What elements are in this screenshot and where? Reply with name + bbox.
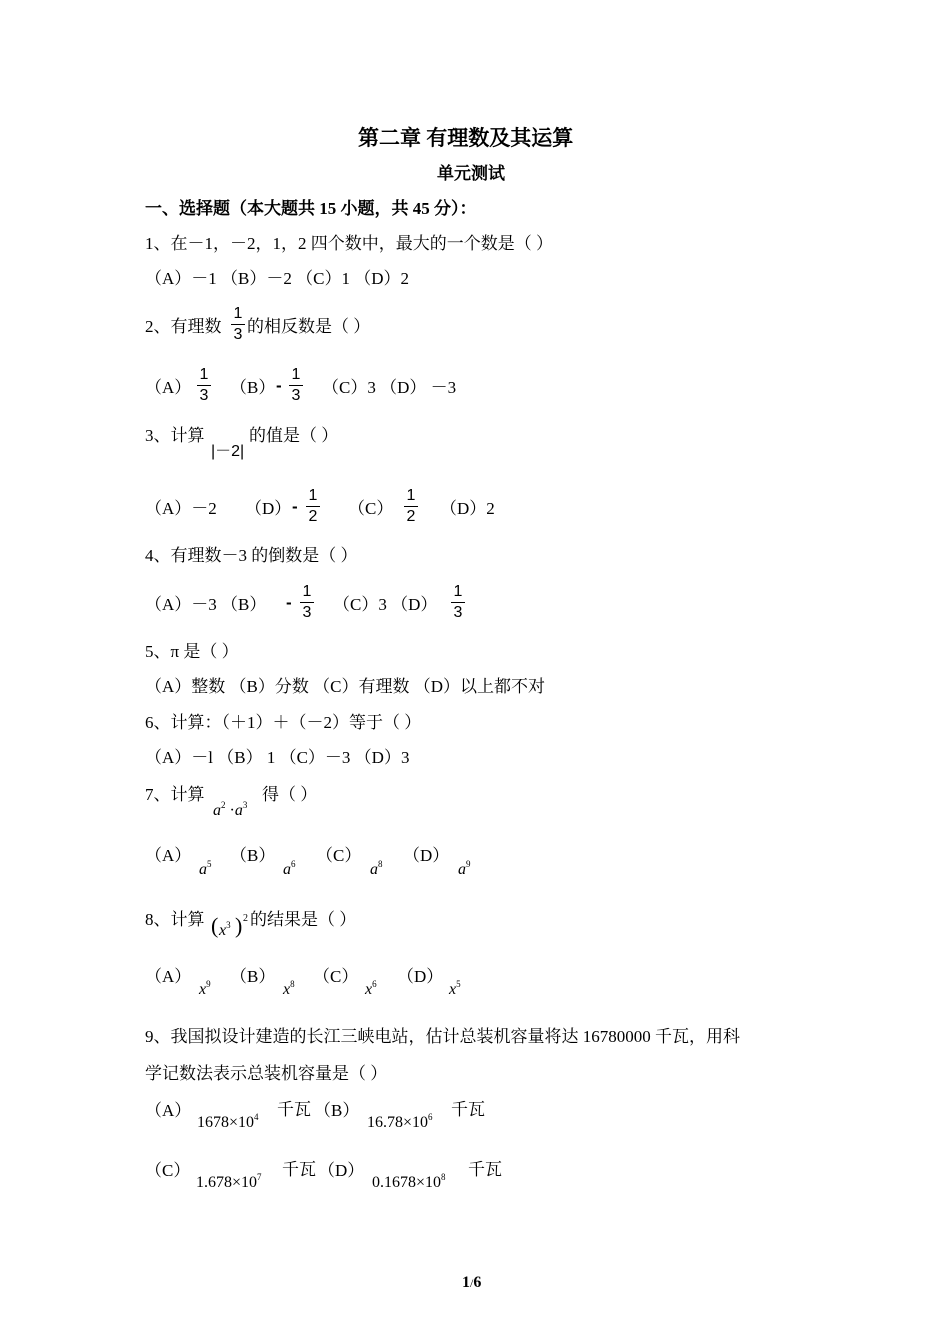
q3-option-d: （D）2	[440, 499, 495, 518]
q8-option-a-expr	[199, 979, 211, 999]
q9-stem-line2: 学记数法表示总装机容量是（ ）	[145, 1064, 388, 1083]
fraction-denominator: 3	[302, 604, 312, 621]
q2-option-a-fraction	[197, 366, 211, 405]
exponent: 6	[428, 1112, 433, 1122]
fraction-numerator: 1	[291, 366, 301, 383]
q8-option-c-expr	[365, 979, 377, 999]
q7-option-b-label: （B）	[230, 846, 276, 865]
fraction-denominator: 3	[291, 387, 301, 404]
q1-options: （A）－1 （B）－2 （C）1 （D）2	[145, 269, 409, 288]
q3-stem-post: 的值是（ ）	[249, 426, 339, 445]
power-base: a	[458, 861, 466, 878]
fraction-numerator: 1	[233, 305, 243, 322]
q4-options-a-b: （A）－3 （B）	[145, 595, 267, 614]
q9-option-c-expr	[196, 1172, 262, 1192]
fraction-numerator: 1	[453, 583, 463, 600]
q9-option-a-label: （A）	[145, 1101, 192, 1120]
q3-abs-expression: |－2|	[211, 443, 245, 460]
fraction-numerator: 1	[199, 366, 209, 383]
current-page: 1	[462, 1274, 470, 1291]
q2-stem-fraction	[231, 305, 245, 344]
power-exponent: 3	[242, 800, 248, 810]
power-exponent: 8	[290, 979, 295, 989]
fraction-numerator: 1	[302, 583, 312, 600]
page-title: 第二章 有理数及其运算	[358, 126, 574, 150]
q3-option-c-fraction	[404, 487, 418, 526]
power-base: x	[283, 981, 291, 998]
power-base: x	[199, 981, 207, 998]
power-base: x	[449, 981, 457, 998]
q5-stem: 5、π 是（ ）	[145, 642, 239, 661]
q2-stem-post: 的相反数是（ ）	[247, 317, 371, 336]
page-subtitle: 单元测试	[437, 164, 505, 183]
fraction-bar	[404, 506, 418, 507]
q8-option-c-label: （C）	[313, 967, 359, 986]
q1-stem: 1、在－1，－2，1，2 四个数中，最大的一个数是（ ）	[145, 234, 553, 253]
q9-option-d-expr	[372, 1172, 446, 1192]
q8-option-d-label: （D）	[397, 967, 444, 986]
power-base: x	[219, 922, 227, 939]
q8-option-d-expr	[449, 979, 461, 999]
q4-option-d-fraction	[451, 583, 465, 622]
q2-option-a-label: （A）	[145, 378, 192, 397]
multiplication-dot: ·	[229, 802, 235, 819]
q3-stem-pre: 3、计算	[145, 426, 205, 445]
power-base: x	[365, 981, 373, 998]
q3-option-c-label: （C）	[348, 499, 394, 518]
q9-option-b-label: （B）	[314, 1101, 360, 1120]
fraction-bar	[289, 385, 303, 386]
fraction-denominator: 3	[199, 387, 209, 404]
mantissa: 16.78×10	[367, 1114, 429, 1131]
q2-option-b-label: （B）	[230, 378, 276, 397]
power-exponent: 9	[466, 859, 471, 869]
fraction-denominator: 3	[453, 604, 463, 621]
q9-stem-line1: 9、我国拟设计建造的长江三峡电站，估计总装机容量将达 16780000 千瓦，用科	[145, 1027, 740, 1046]
q7-option-d-expr	[458, 859, 471, 879]
q8-expression-inner	[219, 920, 231, 940]
q9-option-a-expr	[197, 1112, 259, 1132]
power-exponent: 8	[378, 859, 383, 869]
q2-stem-pre: 2、有理数	[145, 317, 222, 336]
exponent: 7	[257, 1172, 262, 1182]
fraction-numerator: 1	[406, 487, 416, 504]
q6-options: （A）－l （B） 1 （C）－3 （D）3	[145, 748, 410, 767]
fraction-bar	[306, 506, 320, 507]
power-exponent: 5	[456, 979, 461, 989]
power-base: a	[199, 861, 207, 878]
q4-option-b-minus: -	[286, 593, 292, 612]
fraction-bar	[197, 385, 211, 386]
power-exponent: 2	[221, 800, 226, 810]
q3-option-a: （A）－2	[145, 499, 217, 518]
q7-option-b-expr	[283, 859, 296, 879]
q7-option-c-expr	[370, 859, 383, 879]
power-exponent: 5	[207, 859, 212, 869]
q9-option-c-label: （C）	[145, 1161, 191, 1180]
q5-options: （A）整数 （B）分数 （C）有理数 （D）以上都不对	[145, 677, 545, 696]
q2-options-c-d: （C）3 （D） －3	[322, 378, 457, 397]
q2-option-b-minus: -	[276, 376, 282, 395]
q3-option-b-label: （D）	[245, 499, 292, 518]
q9-option-b-unit: 千瓦	[451, 1100, 485, 1119]
q7-expression	[213, 800, 247, 820]
mantissa: 1678×10	[197, 1114, 255, 1131]
q9-option-d-unit: 千瓦	[468, 1160, 502, 1179]
q3-option-b-fraction	[306, 487, 320, 526]
q8-option-a-label: （A）	[145, 967, 192, 986]
q7-option-d-label: （D）	[403, 846, 450, 865]
power-base: a	[234, 802, 243, 819]
fraction-numerator: 1	[308, 487, 318, 504]
q8-outer-exponent: 2	[243, 913, 248, 924]
fraction-bar	[300, 602, 314, 603]
power-exponent: 6	[372, 979, 377, 989]
q8-stem-post: 的结果是（ ）	[250, 910, 357, 929]
q4-options-c-d: （C）3 （D）	[333, 595, 438, 614]
fraction-denominator: 2	[308, 508, 318, 525]
q8-stem-pre: 8、计算	[145, 910, 205, 929]
q8-option-b-label: （B）	[230, 967, 276, 986]
q4-stem: 4、有理数－3 的倒数是（ ）	[145, 546, 358, 565]
section-heading: 一、选择题（本大题共 15 小题，共 45 分）：	[145, 199, 477, 218]
q7-stem-post: 得（ ）	[262, 785, 318, 804]
total-pages: 6	[473, 1274, 482, 1291]
power-exponent: 3	[226, 920, 231, 930]
fraction-denominator: 3	[233, 326, 243, 343]
power-exponent: 9	[206, 979, 211, 989]
mantissa: 1.678×10	[196, 1174, 258, 1191]
q7-option-a-expr	[199, 859, 212, 879]
q8-expression-right-paren: )	[235, 913, 243, 938]
q6-stem: 6、计算：（＋1）＋（－2）等于（ ）	[145, 713, 422, 732]
q7-option-c-label: （C）	[316, 846, 362, 865]
q4-option-b-fraction	[300, 583, 314, 622]
page-separator: /	[470, 1276, 474, 1290]
exponent: 4	[254, 1112, 259, 1122]
q9-option-d-label: （D）	[318, 1161, 365, 1180]
q7-option-a-label: （A）	[145, 846, 192, 865]
q2-option-b-fraction	[289, 366, 303, 405]
q9-option-c-unit: 千瓦	[282, 1160, 316, 1179]
exponent: 8	[441, 1172, 446, 1182]
q9-option-b-expr	[367, 1112, 433, 1132]
q7-stem-pre: 7、计算	[145, 785, 205, 804]
q8-expression-left-paren: (	[211, 913, 219, 938]
page-number	[462, 1272, 481, 1294]
fraction-bar	[231, 324, 245, 325]
power-base: a	[283, 861, 291, 878]
power-exponent: 6	[291, 859, 296, 869]
q8-option-b-expr	[283, 979, 295, 999]
power-base: a	[370, 861, 378, 878]
mantissa: 0.1678×10	[372, 1174, 442, 1191]
fraction-denominator: 2	[406, 508, 416, 525]
q3-option-b-minus: -	[292, 497, 298, 516]
power-base: a	[213, 802, 221, 819]
fraction-bar	[451, 602, 465, 603]
q9-option-a-unit: 千瓦	[277, 1100, 311, 1119]
